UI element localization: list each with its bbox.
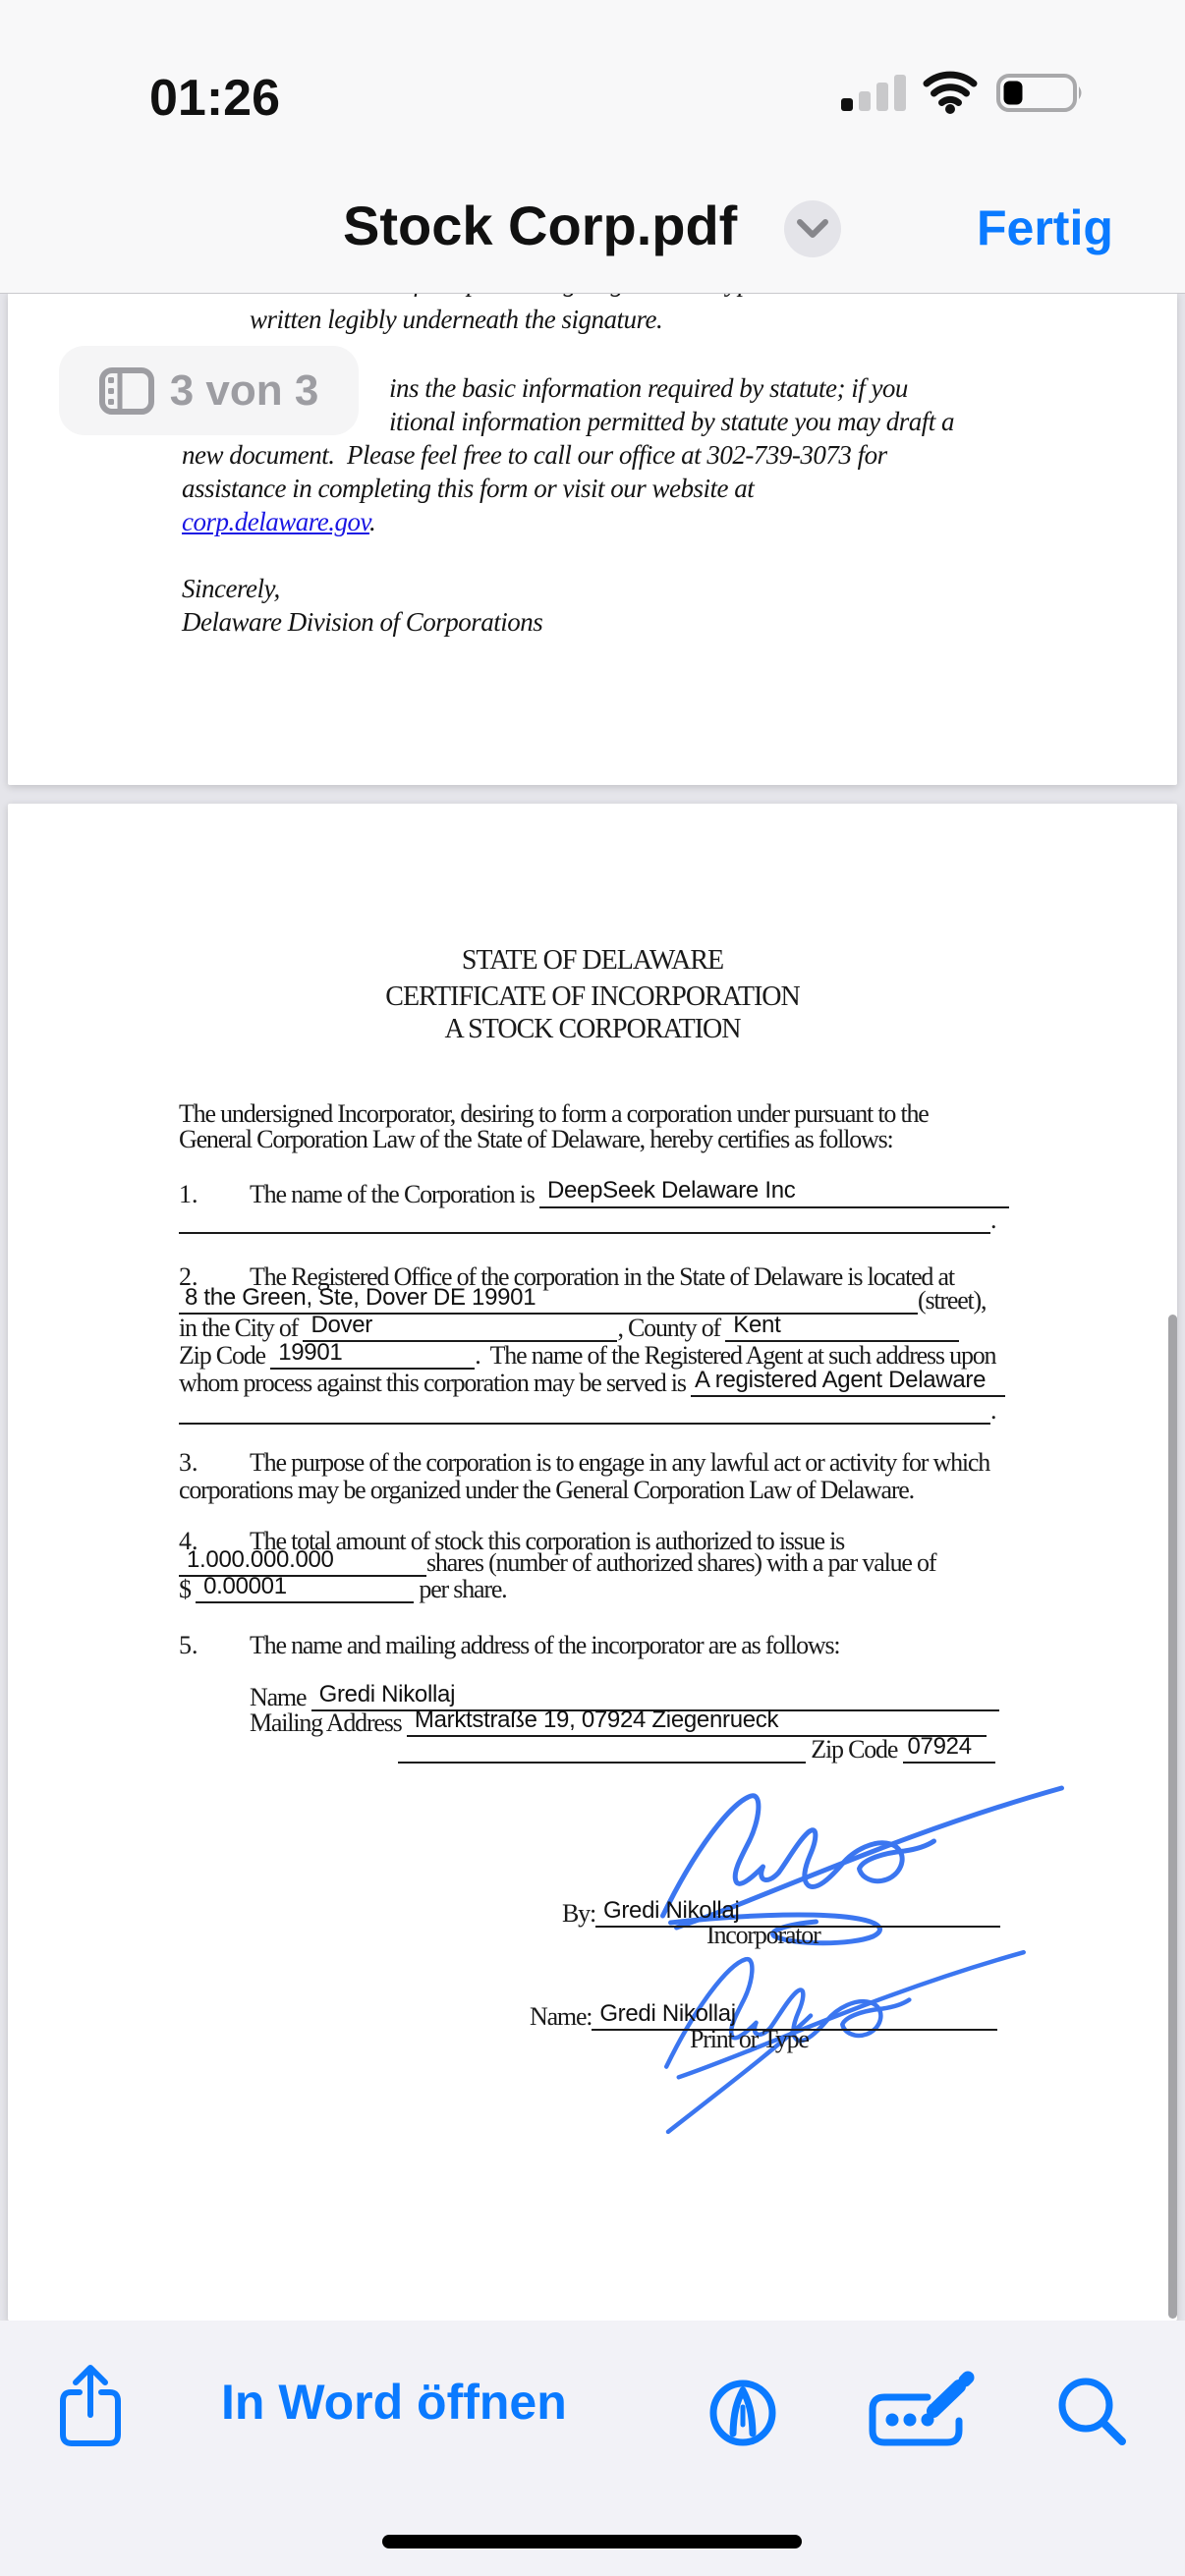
form-item-3: 3. The purpose of the corporation is to engage in any lawful act or activity for which (179, 1448, 990, 1477)
street-value: 8 the Green, Ste, Dover DE 19901 (185, 1284, 536, 1311)
website-link[interactable]: corp.delaware.gov (182, 507, 369, 536)
chevron-down-icon (796, 218, 829, 240)
form-intro-line: The undersigned Incorporator, desiring to form a corporation under pursuant to the (179, 1099, 929, 1128)
zip2-value: 07924 (907, 1733, 972, 1760)
navigation-bar (0, 0, 1185, 294)
print-name-value: Gredi Nikollaj (599, 2000, 736, 2027)
print-name-line: Name: Gredi Nikollaj (530, 2003, 997, 2031)
corporation-name-value: DeepSeek Delaware Inc (546, 1177, 796, 1204)
letter-line: assistance in completing this form or visit our website at (182, 474, 755, 503)
by-value: Gredi Nikollaj (602, 1897, 740, 1924)
print-or-type-caption: Print or Type (690, 2025, 809, 2053)
form-item-5: 5. The name and mailing address of the incorporator are as follows: (179, 1631, 840, 1659)
pen-nib-circle-icon (707, 2378, 778, 2448)
agent-value: A registered Agent Delaware (695, 1367, 987, 1393)
markup-button[interactable] (869, 2372, 975, 2453)
done-button[interactable]: Fertig (977, 196, 1113, 259)
markup-pencil-icon (869, 2372, 975, 2450)
incorporator-name-line: Name Gredi Nikollaj (250, 1684, 999, 1711)
shares-line: 1.000.000.000 shares (number of authorized shares) with a par value of (179, 1549, 935, 1577)
street-line: 8 the Green, Ste, Dover DE 19901 (street), (179, 1287, 986, 1315)
title-menu-button[interactable] (784, 200, 841, 257)
document-viewer[interactable] (0, 294, 1185, 2321)
form-item-1-continuation: . (179, 1206, 995, 1234)
letter-line: written legibly underneath the signature. (250, 305, 663, 334)
share-icon (55, 2362, 126, 2450)
county-value: Kent (733, 1312, 781, 1338)
form-title-1: STATE OF DELAWARE (461, 945, 724, 976)
zip-agent-line: Zip Code 19901 . The name of the Registered Agent at such address upon (179, 1339, 996, 1370)
county-field (725, 1312, 959, 1342)
letter-line-fragment: itional information permitted by statute you may draft a (389, 407, 954, 436)
mailing-address-value: Marktstraße 19, 07924 Ziegenrueck (414, 1707, 779, 1733)
agent-field (691, 1367, 1005, 1397)
form-title-2: CERTIFICATE OF INCORPORATION (385, 981, 800, 1012)
battery-icon (996, 74, 1085, 113)
form-item-1: 1. The name of the Corporation is DeepSeek Delaware Inc (179, 1181, 1009, 1208)
zip2-field (903, 1733, 995, 1764)
letter-link-line: corp.delaware.gov. (182, 507, 376, 536)
mailing-address-field (407, 1709, 987, 1737)
bottom-toolbar (0, 2321, 1185, 2576)
mailing-address-line: Mailing Address Marktstraße 19, 07924 Ziegenrueck (250, 1709, 987, 1737)
form-item-4: 4. The total amount of stock this corporation is authorized to issue is (179, 1527, 845, 1555)
zip-value: 19901 (278, 1339, 343, 1366)
incorporator-name-value: Gredi Nikollaj (318, 1681, 456, 1708)
wifi-icon (924, 73, 977, 114)
city-value: Dover (310, 1312, 372, 1338)
document-title: Stock Corp.pdf (343, 195, 738, 256)
agent-line: whom process against this corporation may be served is A registered Agent Delaware (179, 1370, 1005, 1397)
page-thumbnails-icon (99, 367, 154, 415)
form-item-2: 2. The Registered Office of the corporation in the State of Delaware is located at (179, 1262, 954, 1291)
cellular-signal-icon (841, 75, 912, 112)
status-icons (841, 73, 1097, 116)
autofill-signature-button[interactable] (707, 2378, 778, 2451)
by-line: By: Gredi Nikollaj (562, 1900, 1000, 1928)
zip-field (270, 1339, 475, 1370)
share-button[interactable] (55, 2362, 126, 2453)
par-value-field (196, 1573, 414, 1603)
shares-value: 1.000.000.000 (187, 1546, 334, 1573)
status-time: 01:26 (149, 70, 280, 127)
corporation-name-field (539, 1177, 1009, 1208)
par-value-line: $ 0.00001 per share. (179, 1573, 507, 1603)
letter-signoff: Delaware Division of Corporations (182, 607, 543, 637)
pdf-page-3 (8, 804, 1177, 2321)
home-indicator[interactable] (382, 2535, 802, 2548)
letter-line-fragment: ins the basic information required by statute; if you (389, 373, 908, 403)
search-button[interactable] (1055, 2376, 1130, 2451)
scrollbar-thumb[interactable] (1168, 1315, 1177, 2319)
form-title-3: A STOCK CORPORATION (444, 1014, 741, 1044)
zip2-line: Zip Code 07924 (398, 1736, 995, 1764)
letter-line: new document. Please feel free to call our office at 302-739-3073 for (182, 440, 887, 470)
par-value: 0.00001 (203, 1573, 287, 1599)
page-indicator-pill[interactable] (59, 346, 359, 435)
open-in-word-button[interactable]: In Word öffnen (221, 2370, 567, 2435)
street-field (179, 1284, 918, 1315)
form-item-3-line2: corporations may be organized under the General Corporation Law of Delaware. (179, 1476, 914, 1504)
city-county-line: in the City of Dover , County of Kent (179, 1315, 959, 1342)
incorporator-caption: Incorporator (706, 1921, 820, 1949)
form-item-2-continuation: . (179, 1397, 995, 1425)
letter-closing: Sincerely, (182, 574, 280, 603)
form-intro-line: General Corporation Law of the State of Delaware, hereby certifies as follows: (179, 1125, 893, 1153)
page-indicator-label: 3 von 3 (169, 365, 319, 415)
magnifier-icon (1055, 2376, 1130, 2448)
